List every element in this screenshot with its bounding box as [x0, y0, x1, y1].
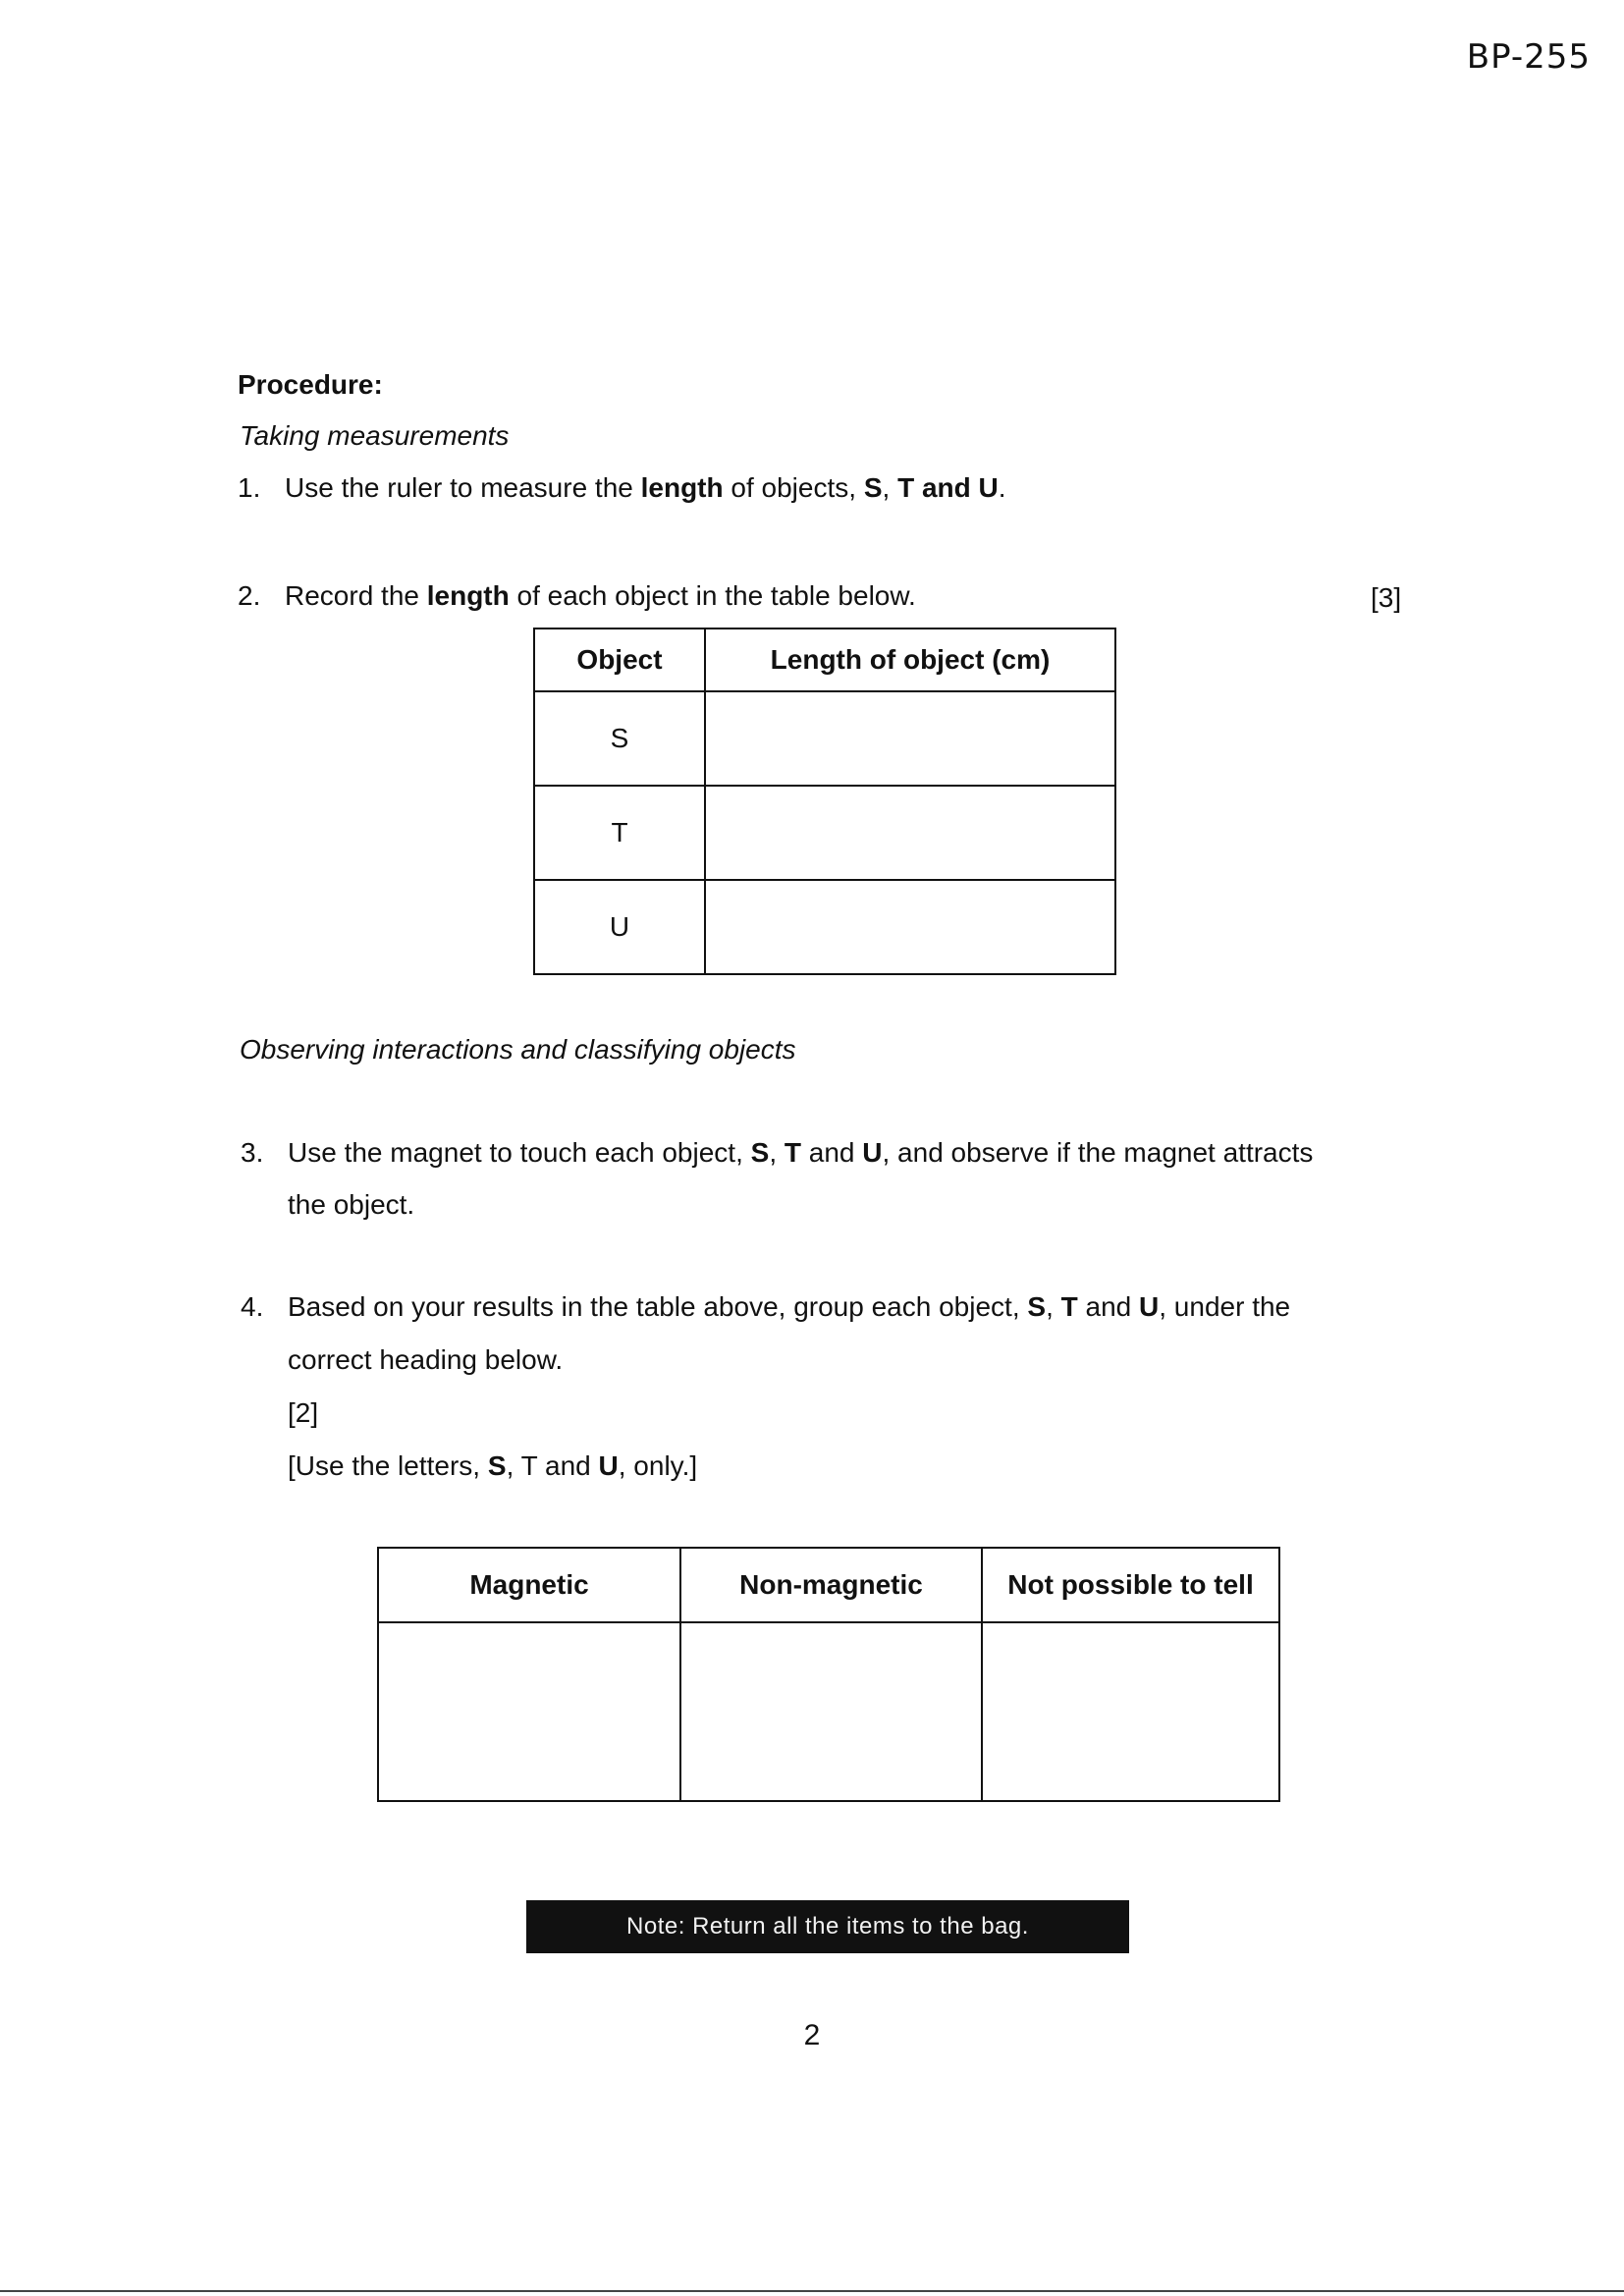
question-number: 4. — [241, 1291, 264, 1322]
length-cell[interactable] — [705, 786, 1115, 880]
page-number: 2 — [803, 2019, 821, 2051]
question-text-line-2: the object. — [288, 1189, 415, 1220]
object-cell: U — [534, 880, 705, 974]
question-text-line-1: Use the magnet to touch each object, S, T and U, and observe if the magnet attracts — [288, 1137, 1314, 1168]
length-cell[interactable] — [705, 880, 1115, 974]
marks-q4: [2] — [288, 1397, 319, 1428]
procedure-heading: Procedure: — [238, 369, 383, 400]
subheading-taking-measurements: Taking measurements — [240, 420, 510, 451]
table-row — [534, 880, 1115, 974]
question-text: Record the length of each object in the table below. — [285, 580, 916, 611]
document-code: BP-255 — [1466, 37, 1591, 77]
question-number: 2. — [238, 580, 261, 611]
length-cell[interactable] — [705, 691, 1115, 786]
object-cell: S — [534, 691, 705, 786]
footer-divider — [0, 2290, 1624, 2292]
note-banner: Note: Return all the items to the bag. — [526, 1900, 1129, 1953]
length-table — [533, 628, 1116, 975]
object-cell: T — [534, 786, 705, 880]
header-length: Length of object (cm) — [705, 629, 1115, 691]
subheading-observing: Observing interactions and classifying objects — [240, 1034, 796, 1065]
question-text-line-2: correct heading below. — [288, 1344, 564, 1375]
table-row — [534, 691, 1115, 786]
header-magnetic: Magnetic — [378, 1548, 680, 1622]
question-number: 3. — [241, 1137, 264, 1168]
not-possible-answer-cell[interactable] — [982, 1622, 1279, 1801]
question-text-line-1: Based on your results in the table above, group each object, S, T and U, under the — [288, 1291, 1291, 1322]
header-object: Object — [534, 629, 705, 691]
question-text: Use the ruler to measure the length of objects, S, T and U. — [285, 472, 1006, 503]
question-number: 1. — [238, 472, 261, 503]
header-non-magnetic: Non-magnetic — [680, 1548, 982, 1622]
question-instruction: [Use the letters, S, T and U, only.] — [288, 1450, 698, 1481]
table-row — [378, 1622, 1279, 1801]
classification-table — [377, 1547, 1280, 1802]
non-magnetic-answer-cell[interactable] — [680, 1622, 982, 1801]
magnetic-answer-cell[interactable] — [378, 1622, 680, 1801]
table-row — [534, 786, 1115, 880]
marks-q2: [3] — [1371, 582, 1402, 613]
header-not-possible: Not possible to tell — [982, 1548, 1279, 1622]
